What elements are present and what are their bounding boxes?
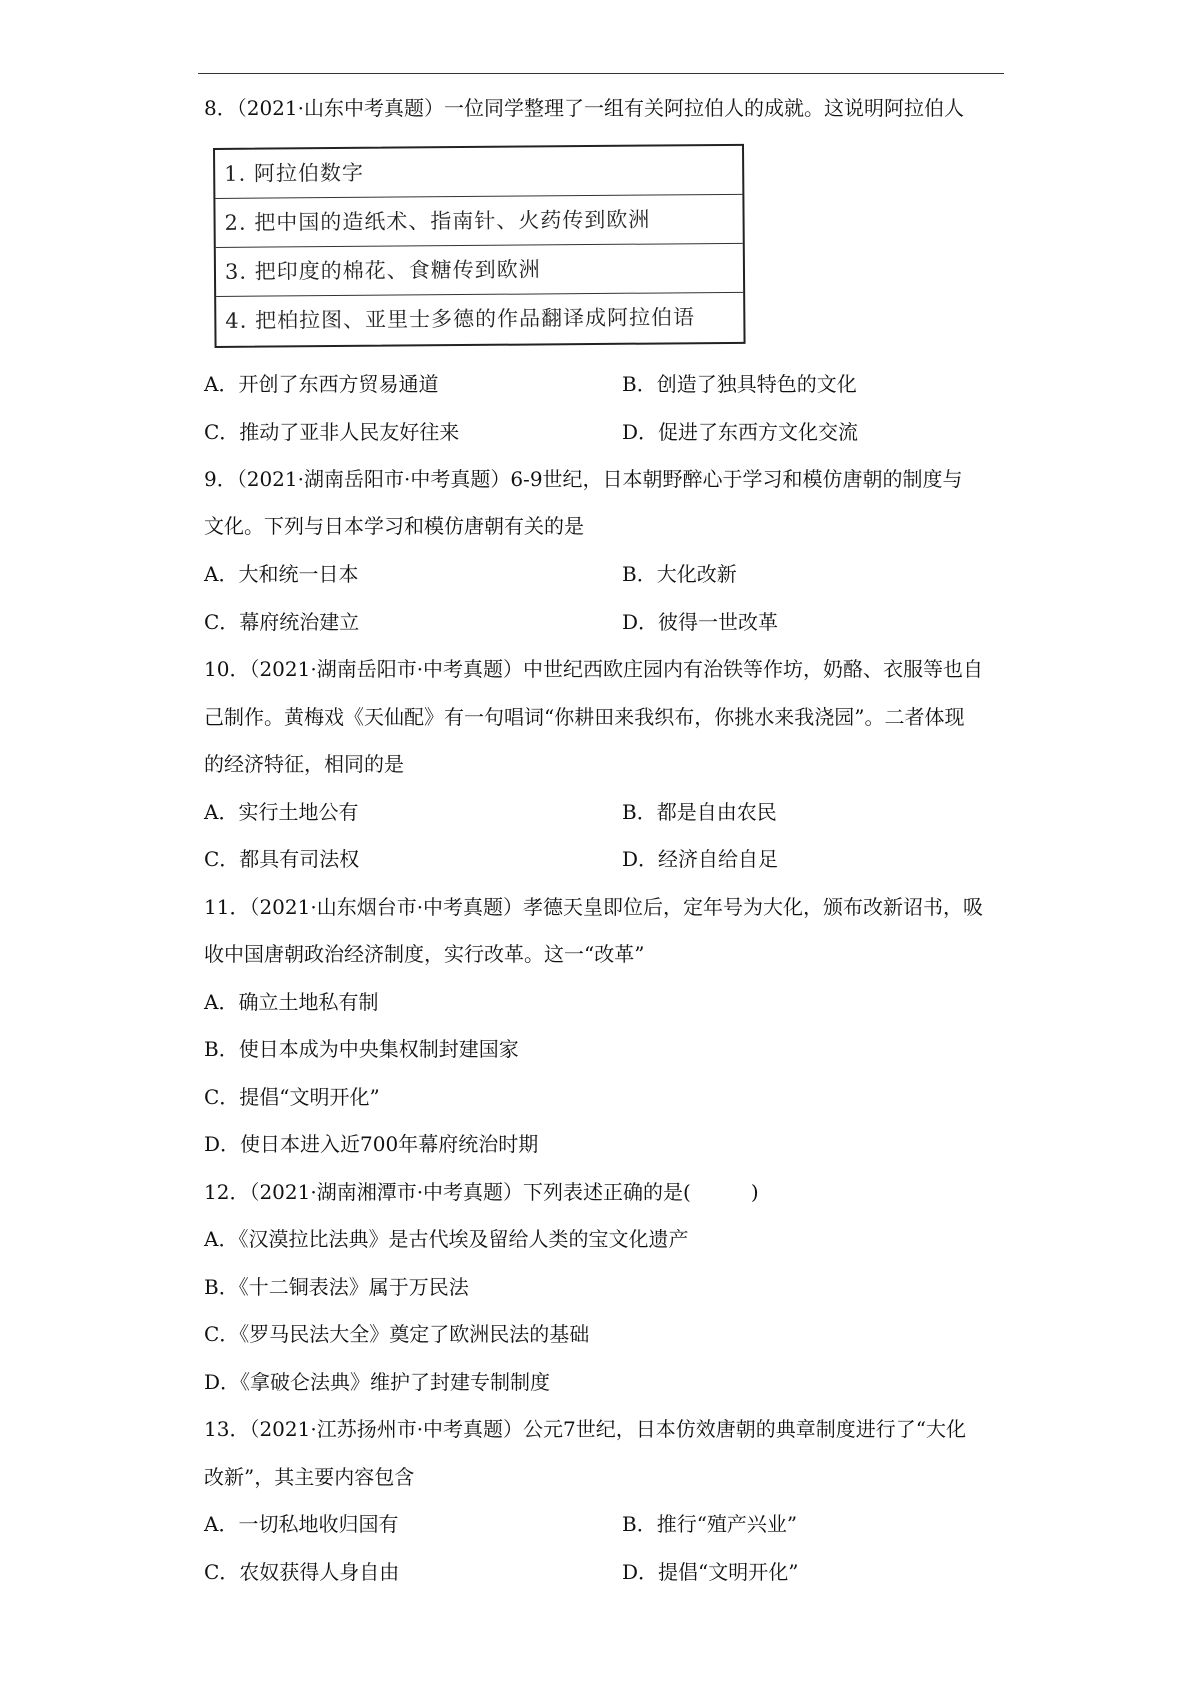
question-10-stem-line-3: 的经济特征，相同的是 [204, 752, 404, 776]
table-row: 3. 把印度的棉花、食糖传到欧洲 [216, 244, 743, 297]
header-rule [198, 73, 1004, 74]
question-8-option-d: D．促进了东西方文化交流 [622, 420, 859, 444]
question-9-option-d: D．彼得一世改革 [622, 610, 779, 634]
question-12-option-a: A．《汉漠拉比法典》是古代埃及留给人类的宝文化遗产 [204, 1227, 689, 1251]
question-11-option-d: D．使日本进入近700年幕府统治时期 [204, 1132, 539, 1156]
question-9-option-c: C．幕府统治建立 [204, 610, 360, 634]
question-13-option-c: C．农奴获得人身自由 [204, 1560, 400, 1584]
question-8-option-c: C．推动了亚非人民友好往来 [204, 420, 460, 444]
question-11-stem-line-2: 收中国唐朝政治经济制度，实行改革。这一“改革” [204, 942, 645, 966]
question-10-stem-line-2: 己制作。黄梅戏《天仙配》有一句唱词“你耕田来我织布，你挑水来我浇园”。二者体现 [204, 705, 965, 729]
question-8-option-b: B．创造了独具特色的文化 [622, 372, 857, 396]
question-10-option-b: B．都是自由农民 [622, 800, 777, 824]
question-11-option-a: A．确立土地私有制 [204, 990, 379, 1014]
table-row: 4. 把柏拉图、亚里士多德的作品翻译成阿拉伯语 [225, 305, 696, 333]
question-8-option-a: A．开创了东西方贸易通道 [204, 372, 439, 396]
question-13-option-b: B．推行“殖产兴业” [622, 1512, 798, 1536]
question-10-option-a: A．实行土地公有 [204, 800, 359, 824]
table-row: 2. 把中国的造纸术、指南针、火药传到欧洲 [215, 195, 742, 248]
question-9-option-b: B．大化改新 [622, 562, 737, 586]
question-13-option-a: A．一切私地收归国有 [204, 1512, 399, 1536]
question-9-stem-line-1: 9．（2021·湖南岳阳市·中考真题）6-9世纪，日本朝野醉心于学习和模仿唐朝的制度与 [204, 467, 963, 491]
question-10-option-d: D．经济自给自足 [622, 847, 779, 871]
arab-achievements-table [213, 144, 746, 348]
question-8-stem: 8．（2021·山东中考真题）一位同学整理了一组有关阿拉伯人的成就。这说明阿拉伯人 [204, 96, 964, 120]
question-11-stem-line-1: 11．（2021·山东烟台市·中考真题）孝德天皇即位后，定年号为大化，颁布改新诏书，吸 [204, 895, 984, 919]
question-12-option-d: D．《拿破仑法典》维护了封建专制制度 [204, 1370, 551, 1394]
question-11-option-c: C．提倡“文明开化” [204, 1085, 380, 1109]
question-13-stem-line-1: 13．（2021·江苏扬州市·中考真题）公元7世纪，日本仿效唐朝的典章制度进行了“大化 [204, 1417, 967, 1441]
question-12-option-b: B．《十二铜表法》属于万民法 [204, 1275, 469, 1299]
question-10-option-c: C．都具有司法权 [204, 847, 360, 871]
question-13-option-d: D．提倡“文明开化” [622, 1560, 799, 1584]
question-9-stem-line-2: 文化。下列与日本学习和模仿唐朝有关的是 [204, 514, 584, 538]
question-10-stem-line-1: 10．（2021·湖南岳阳市·中考真题）中世纪西欧庄园内有治铁等作坊，奶酪、衣服等也自 [204, 657, 984, 681]
table-row: 1. 阿拉伯数字 [215, 146, 742, 199]
question-12-stem: 12．（2021·湖南湘潭市·中考真题）下列表述正确的是( ) [204, 1180, 759, 1204]
question-13-stem-line-2: 改新”，其主要内容包含 [204, 1465, 415, 1489]
question-12-option-c: C．《罗马民法大全》奠定了欧洲民法的基础 [204, 1322, 590, 1346]
question-11-option-b: B．使日本成为中央集权制封建国家 [204, 1037, 519, 1061]
question-9-option-a: A．大和统一日本 [204, 562, 359, 586]
